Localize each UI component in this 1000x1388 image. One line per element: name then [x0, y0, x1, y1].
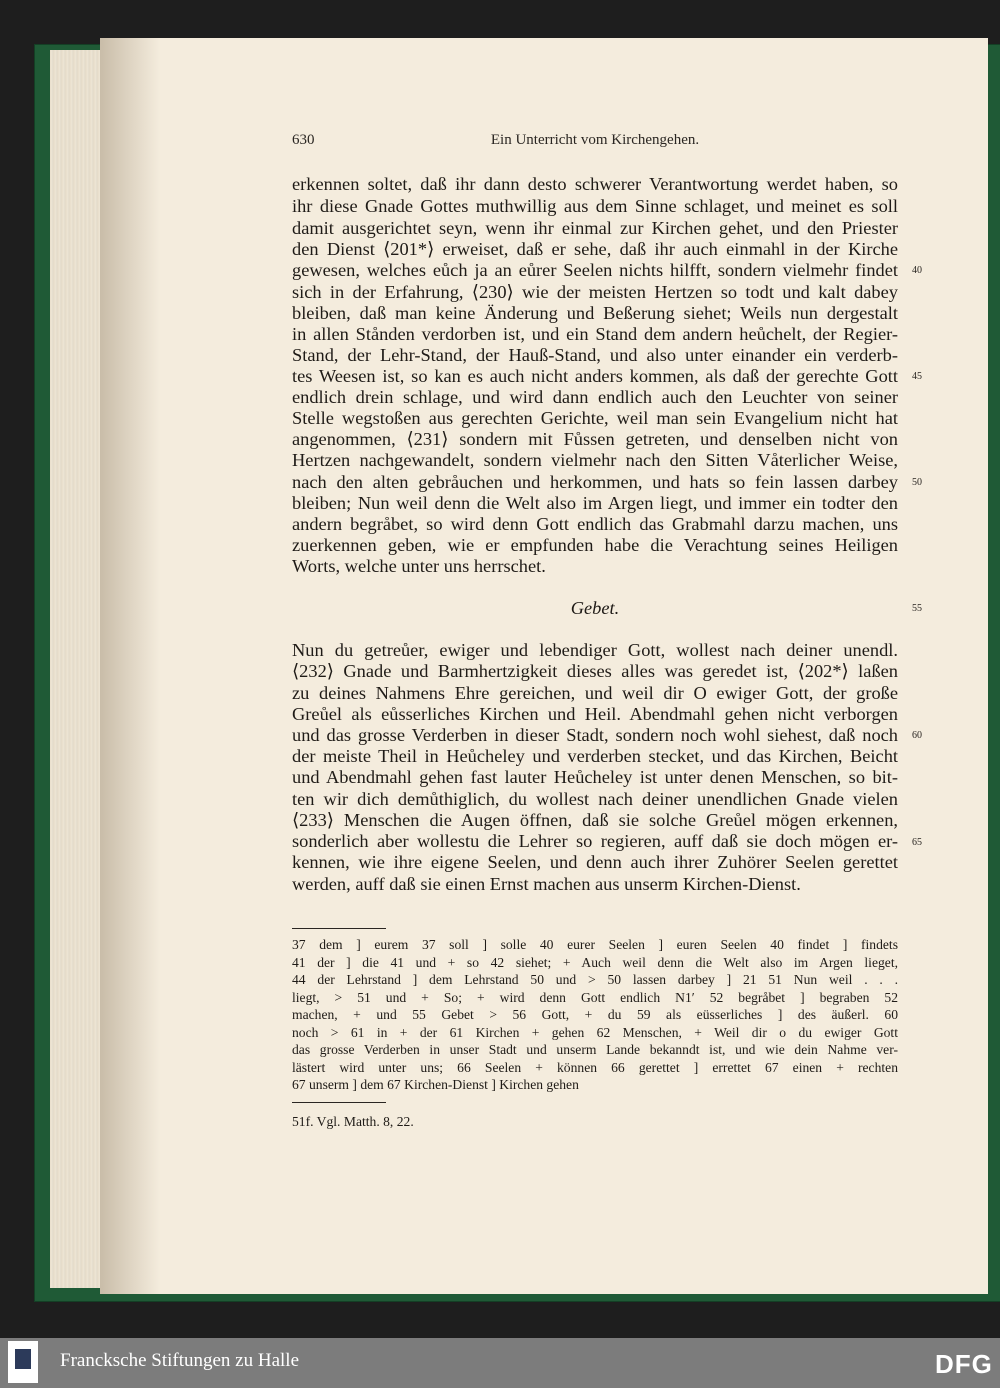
apparatus-line: machen, + und 55 Gebet > 56 Gott, + du 59 als eüsserliches ] des äußerl. 60 — [292, 1007, 898, 1022]
apparatus-line: noch > 61 in + der 61 Kirchen + gehen 62 Menschen, + Weil dir o du ewiger Gott — [292, 1025, 898, 1040]
line-number: 65 — [912, 837, 922, 848]
apparatus-line: liegt, > 51 und + So; + wird denn Gott endlich N1′ 52 begråbet ] begraben 52 — [292, 990, 898, 1005]
apparatus-line: 44 der Lehrstand ] dem Lehrstand 50 und > 50 lassen darbey ] 21 51 Nun weil . . . — [292, 972, 898, 987]
text-line: Hertzen nachgewandelt, sondern vielmehr nach den Sitten Våterlicher Weise, — [292, 450, 898, 470]
section-heading: Gebet. — [570, 598, 620, 618]
text-line: erkennen soltet, daß ihr dann desto schwerer Verantwortung werdet haben, so — [292, 174, 898, 194]
prayer-line: ten wir dich demůthiglich, du wollest nach deiner unendlichen Gnade vielen — [292, 789, 898, 809]
apparatus-line: lästert wird unter uns; 66 Seelen + können 66 gerettet ] errettet 67 einen + rechten — [292, 1060, 898, 1075]
text-line: bleiben; Nun weil denn die Welt also im Argen liegt, und immer ein todter den — [292, 493, 898, 513]
commentary-rule — [292, 1102, 386, 1103]
text-line: zuerkennen geben, wie er empfunden habe die Verachtung seines Heiligen — [292, 535, 898, 555]
text-line: andern begråbet, so wird denn Gott endlich das Grabmahl darzu machen, uns — [292, 514, 898, 534]
text-line: angenommen, ⟨231⟩ sondern mit Fůssen getreten, und denselben nicht von — [292, 429, 898, 449]
text-line: damit ausgerichtet seyn, wenn ihr einmal zur Kirchen gehet, und den Priester — [292, 218, 898, 238]
line-number: 40 — [912, 265, 922, 276]
commentary-line: 51f. Vgl. Matth. 8, 22. — [292, 1114, 414, 1129]
spine-shadow — [100, 38, 160, 1294]
text-line: tes Weesen ist, so kan es auch nicht anders kommen, als daß der gerechte Gott — [292, 366, 898, 386]
text-line: gewesen, welches eůch ja an eůrer Seelen nichts hilfft, sondern vielmehr findet — [292, 260, 898, 280]
prayer-line: ⟨233⟩ Menschen die Augen öffnen, daß sie solche Greůel mögen erkennen, — [292, 810, 898, 830]
page-number: 630 — [292, 132, 315, 148]
text-line: Stand, der Lehr-Stand, der Hauß-Stand, und also unter einander ein verderb- — [292, 345, 898, 365]
institution-name: Francksche Stiftungen zu Halle — [60, 1350, 300, 1371]
apparatus-line: 67 unserm ] dem 67 Kirchen-Dienst ] Kirchen gehen — [292, 1077, 579, 1092]
prayer-line: Nun du getreůer, ewiger und lebendiger Gott, wollest nach deiner unendl. — [292, 640, 898, 660]
text-line: ihr diese Gnade Gottes muthwillig aus dem Sinne schlaget, und meinet es soll — [292, 196, 898, 216]
dfg-logo: DFG — [935, 1349, 993, 1379]
prayer-line: ⟨232⟩ Gnade und Barmhertzigkeit dieses alles was geredet ist, ⟨202*⟩ laßen — [292, 661, 898, 681]
prayer-line: und das grosse Verderben in dieser Stadt, sondern noch wohl siehest, daß noch — [292, 725, 898, 745]
running-title: Ein Unterricht vom Kirchengehen. — [490, 132, 700, 148]
institution-logo — [8, 1341, 38, 1383]
apparatus-line: 37 dem ] eurem 37 soll ] solle 40 eurer Seelen ] euren Seelen 40 findet ] findets — [292, 937, 898, 952]
prayer-line: werden, auff daß sie einen Ernst machen aus unserm Kirchen-Dienst. — [292, 874, 801, 894]
text-line: nach den alten gebråuchen und herkommen, und hats so fein lassen darbey — [292, 472, 898, 492]
text-line: sich in der Erfahrung, ⟨230⟩ wie der meisten Hertzen so todt und kalt dabey — [292, 282, 898, 302]
line-number: 50 — [912, 477, 922, 488]
text-line: Stelle wegstoßen aus gerechten Gerichte, weil man sein Evangelium nicht hat — [292, 408, 898, 428]
line-number: 55 — [912, 603, 922, 614]
text-line: Worts, welche unter uns herrschet. — [292, 556, 546, 576]
apparatus-line: 41 der ] die 41 und + so 42 siehet; + Auch weil denn die Welt also im Argen lieget, — [292, 955, 898, 970]
text-line: endlich drein schlage, und wird dann endlich auch den Leuchter von seiner — [292, 387, 898, 407]
prayer-line: kennen, wie ihre eigene Seelen, und denn auch ihrer Zuhörer Seelen gerettet — [292, 852, 898, 872]
prayer-line: der meiste Theil in Heůcheley und verderben stecket, und das Kirchen, Beicht — [292, 746, 898, 766]
apparatus-line: das grosse Verderben in unser Stadt und unserm Lande bekanndt ist, und wie dein Nahme ver- — [292, 1042, 898, 1057]
prayer-line: Greůel als eůsserliches Kirchen und Heil. Abendmahl gehen nicht verborgen — [292, 704, 898, 724]
text-line: bleiben, daß man keine Änderung und Beßerung siehet; Weils nun dergestalt — [292, 303, 898, 323]
running-head — [292, 132, 898, 154]
prayer-line: sonderlich aber wollestu die Lehrer so regieren, auff daß sie doch mögen er- — [292, 831, 898, 851]
prayer-line: und Abendmahl gehen fast lauter Heůcheley ist unter denen Menschen, so bit- — [292, 767, 898, 787]
text-line: in allen Stånden verdorben ist, und ein Stand dem andern heůchelt, der Regier- — [292, 324, 898, 344]
text-line: den Dienst ⟨201*⟩ erweiset, daß er sehe, daß ihr auch einmahl in der Kirche — [292, 239, 898, 259]
prayer-line: zu deines Nahmens Ehre gereichen, und weil dir O ewiger Gott, der große — [292, 683, 898, 703]
line-number: 60 — [912, 730, 922, 741]
apparatus-rule — [292, 928, 386, 929]
line-number: 45 — [912, 371, 922, 382]
